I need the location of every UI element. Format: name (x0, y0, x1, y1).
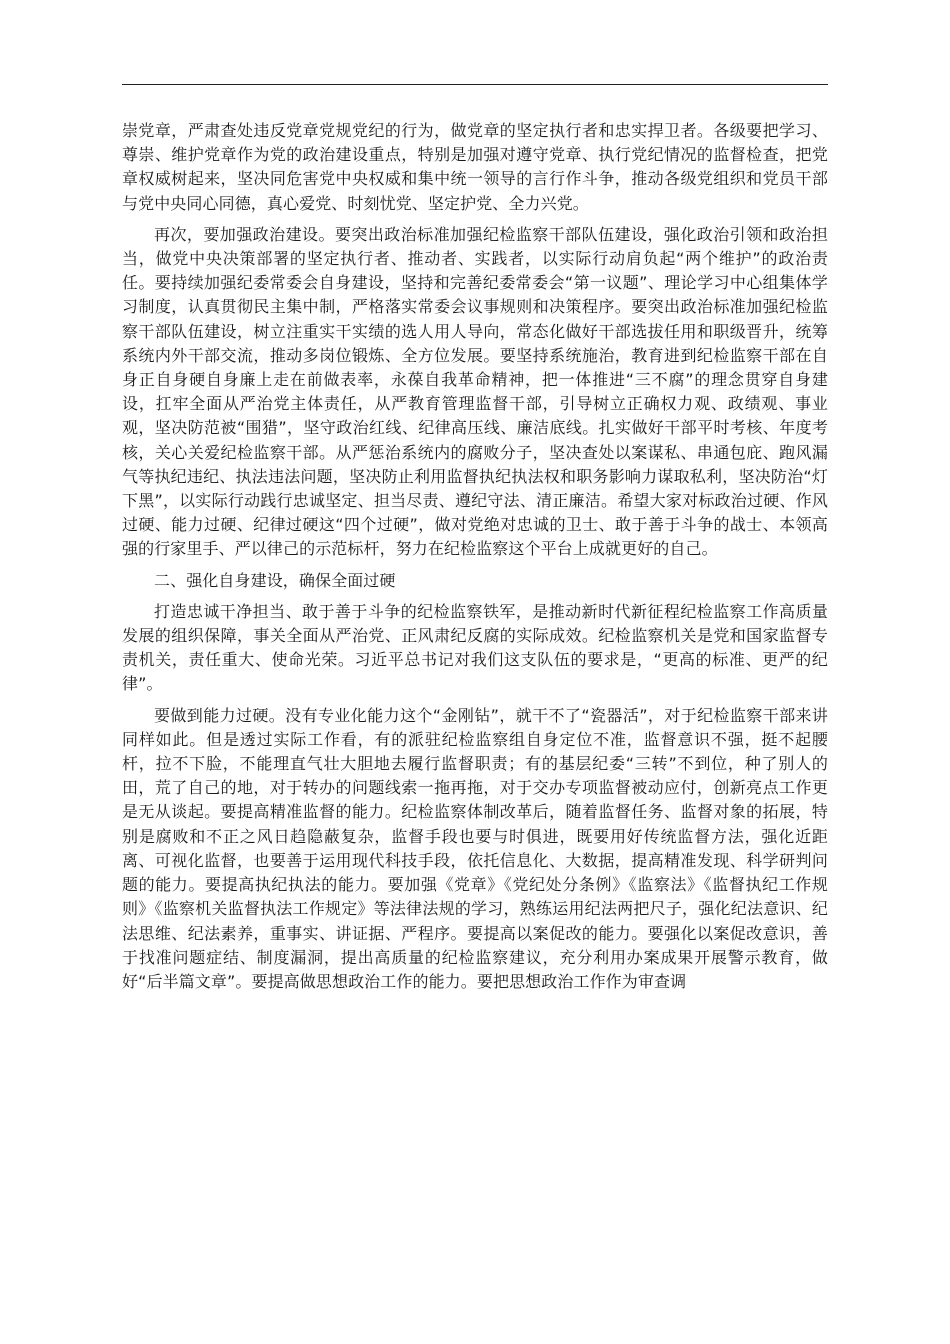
paragraph-iron-army: 打造忠诚干净担当、敢于善于斗争的纪检监察铁军，是推动新时代新征程纪检监察工作高质量发展的组织保障，事关全面从严治党、正风肃纪反腐的实际成效。纪检监察机关是党和国家监督专责机关，责任重大、使命光荣。习近平总书记对我们这支队伍的要求是，“更高的标准、更严的纪律”。 (122, 601, 828, 694)
paragraph-continuation: 崇党章，严肃查处违反党章党规党纪的行为，做党章的坚定执行者和忠实捍卫者。各级要把学习、尊崇、维护党章作为党的政治建设重点，特别是加强对遵守党章、执行党纪情况的监督检查，把党章权威树起来，坚决同危害党中央权威和集中统一领导的言行作斗争，推动各级党组织和党员干部与党中央同心同德，真心爱党、时刻忧党、坚定护党、全力兴党。 (122, 121, 828, 213)
paragraph-political-construction: 再次，要加强政治建设。要突出政治标准加强纪检监察干部队伍建设，强化政治引领和政治担当，做党中央决策部署的坚定执行者、推动者、实践者，以实际行动肩负起“两个维护”的政治责任。要持续加强纪委常委会自身建设，坚持和完善纪委常委会“第一议题”、理论学习中心组集体学习制度，认真贯彻民主集中制，严格落实常委会议事规则和决策程序。要突出政治标准加强纪检监察干部队伍建设，树立注重实干实绩的选人用人导向，常态化做好干部选拔任用和职级晋升，统筹系统内外干部交流，推动多岗位锻炼、全方位发展。要坚持系统施治，教育进到纪检监察干部在自身正自身硬自身廉上走在前做表率，永葆自我革命精神，把一体推进“三不腐”的理念贯穿自身建设，扛牢全面从严治党主体责任，从严教育管理监督干部，引导树立正确权力观、政绩观、事业观，坚决防范被“围猎”，坚守政治红线、纪律高压线、廉洁底线。扎实做好干部平时考核、年度考核，关心关爱纪检监察干部。从严惩治系统内的腐败分子，坚决查处以案谋私、串通包庇、跑风漏气等执纪违纪、执法违法问题，坚决防止利用监督执纪执法权和职务影响力谋取私利，坚决防治“灯下黑”，以实际行动践行忠诚坚定、担当尽责、遵纪守法、清正廉洁。希望大家对标政治过硬、作风过硬、能力过硬、纪律过硬这“四个过硬”，做对党绝对忠诚的卫士、敢于善于斗争的战士、本领高强的行家里手、严以律己的示范标杆，努力在纪检监察这个平台上成就更好的自己。 (122, 224, 828, 559)
section-heading: 二、强化自身建设，确保全面过硬 (154, 570, 396, 590)
document-body (122, 119, 828, 1001)
paragraph-capability: 要做到能力过硬。没有专业化能力这个“金刚钻”，就干不了“瓷器活”，对于纪检监察干部来讲同样如此。但是透过实际工作看，有的派驻纪检监察组自身定位不准，监督意识不强，挺不起腰杆，拉不下脸，不能理直气壮大胆地去履行监督职责；有的基层纪委“三转”不到位，种了别人的田，荒了自己的地，对于转办的问题线索一拖再拖，对于交办专项监督被动应付，创新亮点工作更是无从谈起。要提高精准监督的能力。纪检监察体制改革后，随着监督任务、监督对象的拓展，特别是腐败和不正之风日趋隐蔽复杂，监督手段也要与时俱进，既要用好传统监督方法，强化近距离、可视化监督，也要善于运用现代科技手段，依托信息化、大数据，提高精准发现、科学研判问题的能力。要提高执纪执法的能力。要加强《党章》《党纪处分条例》《监察法》《监督执纪工作规则》《监察机关监督执法工作规定》等法律法规的学习，熟练运用纪法两把尺子，强化纪法意识、纪法思维、纪法素养，重事实、讲证据、严程序。要提高以案促改的能力。要强化以案促改意识，善于找准问题症结、制度漏洞，提出高质量的纪检监察建议，充分利用办案成果开展警示教育，做好“后半篇文章”。要提高做思想政治工作的能力。要把思想政治工作作为审查调 (122, 705, 828, 991)
header-rule (122, 84, 828, 85)
